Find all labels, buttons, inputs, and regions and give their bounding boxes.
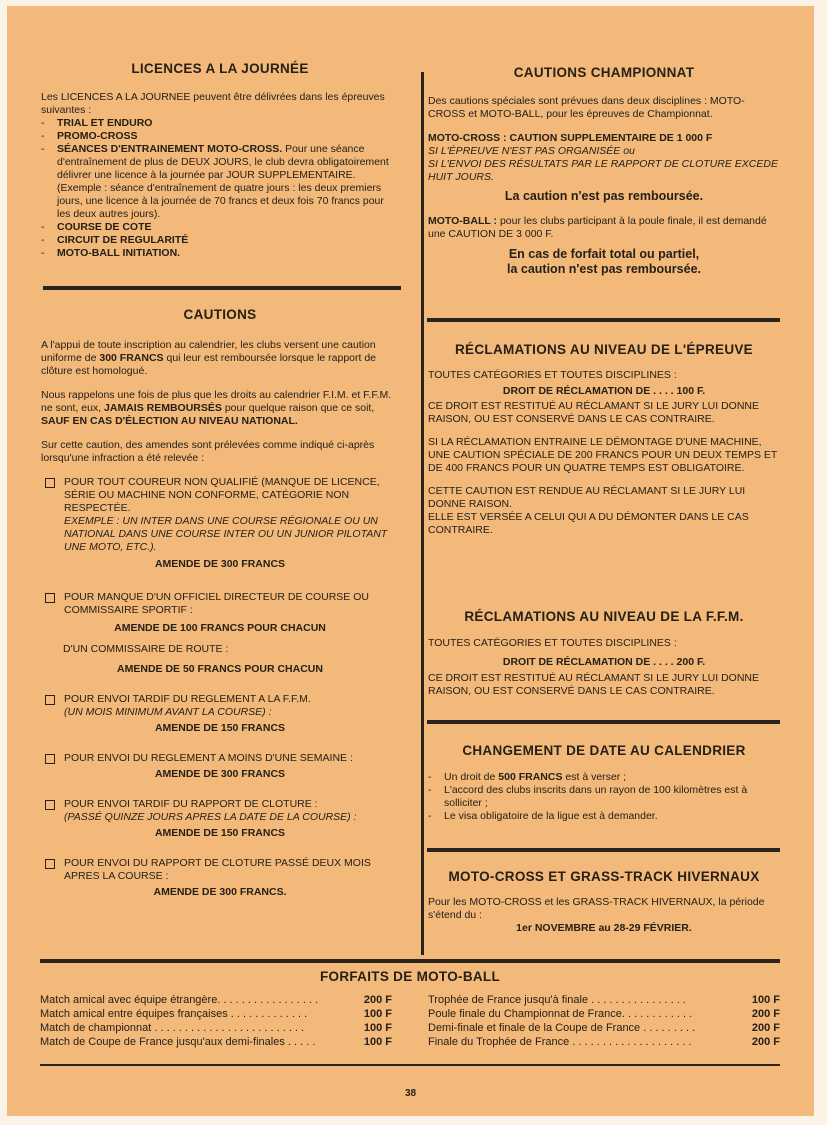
left-column: LICENCES A LA JOURNÉE Les LICENCES A LA JOURNEE peuvent être délivrées dans les épreuves suivantes : - TRIAL ET ENDURO - PROMO-CROSS - SÉANCES D'ENTRAINEMENT MOTO-CROSS. Pour une séance d'entraînement de plus de DEUX JOURS, le club devra obligatoirement délivrer une licence à la journée par JOUR SUPPLEMENTAIRE. (Exemple : séance d'entraînement de quatre jours : les deux premiers jours, une licence à la journée de 70 francs et deux fois 70 francs pour les deux autres jours). - COURSE DE COTE - CIRCUIT DE REGULARITÉ - MOTO-BALL INITIATION.	[41, 62, 399, 260]
column-divider	[421, 72, 424, 955]
cautions-p2c: pour quelque raison que ce soit,	[224, 402, 375, 414]
fine-item-reglement-ffm: POUR ENVOI TARDIF DU REGLEMENT A LA F.F.M.	[64, 693, 311, 705]
recl-epreuve-p3: SI LA RÉCLAMATION ENTRAINE LE DÉMONTAGE D'UNE MACHINE, UNE CAUTION SPÉCIALE DE 200 FRANCS POUR UN DEUX TEMPS ET DE 400 FRANCS POUR UN QUATRE TEMPS EST OBLIGATOIRE.	[428, 436, 778, 474]
fine-item-example: EXEMPLE : UN INTER DANS UNE COURSE RÉGIONALE OU UN NATIONAL DANS UNE COURSE INTER OU UN JUNIOR PILOTANT UNE MOTO, ETC.).	[64, 515, 388, 553]
recl-ffm-p2: CE DROIT EST RESTITUÉ AU RÉCLAMANT SI LE JURY LUI DONNE RAISON, OU EST CONSERVÉ DANS LE CAS CONTRAIRE.	[428, 672, 760, 697]
fine-item-route: D'UN COMMISSAIRE DE ROUTE :	[63, 643, 229, 655]
forfait-row	[428, 1007, 780, 1021]
licences-title: LICENCES A LA JOURNÉE	[131, 61, 309, 76]
forfait-value: 100 F	[363, 1008, 392, 1020]
fine-item-reglement-sub: (UN MOIS MINIMUM AVANT LA COURSE) :	[64, 706, 272, 718]
recl-epreuve-p5: ELLE EST VERSÉE A CELUI QUI A DU DÉMONTER DANS LE CAS CONTRAIRE.	[428, 511, 749, 536]
forfaits-section	[40, 970, 780, 1049]
right-column	[428, 66, 780, 277]
checkbox-icon	[45, 859, 55, 869]
forfait-row	[40, 1035, 392, 1049]
forfait-label: Demi-finale et finale de la Coupe de France . . . . . . . . .	[428, 1022, 696, 1034]
forfait-label: Match de championnat . . . . . . . . . . . . . . . . . . . . . . . . .	[40, 1022, 305, 1034]
licences-intro: Les LICENCES A LA JOURNEE peuvent être délivrées dans les épreuves suivantes :	[41, 91, 385, 116]
page-number: 38	[404, 1088, 417, 1099]
forfait-row	[428, 1021, 780, 1035]
hivernaux-title: MOTO-CROSS ET GRASS-TRACK HIVERNAUX	[448, 869, 760, 884]
forfait-value: 100 F	[751, 994, 780, 1006]
changement-section: CHANGEMENT DE DATE AU CALENDRIER - Un droit de 500 FRANCS est à verser ; - L'accord des clubs inscrits dans un rayon de 100 kilomètres est à solliciter ; - Le visa obligatoire de la ligue est à demander.	[428, 744, 780, 823]
recl-epreuve-title: RÉCLAMATIONS AU NIVEAU DE L'ÉPREUVE	[455, 342, 753, 357]
changement-title: CHANGEMENT DE DATE AU CALENDRIER	[462, 743, 746, 758]
championnat-p1: Des cautions spéciales sont prévues dans deux disciplines : MOTO-CROSS et MOTO-BALL, pour les épreuves de Championnat.	[428, 95, 745, 120]
fine-amount-100: AMENDE DE 100 FRANCS POUR CHACUN	[114, 622, 326, 634]
fine-item-semaine: POUR ENVOI DU REGLEMENT A MOINS D'UNE SEMAINE :	[64, 752, 353, 764]
licence-item-seances: SÉANCES D'ENTRAINEMENT MOTO-CROSS.	[57, 143, 283, 155]
forfait-label: Match de Coupe de France jusqu'aux demi-finales . . . . .	[40, 1036, 316, 1048]
checkbox-icon	[45, 478, 55, 488]
forfait-row	[40, 1021, 392, 1035]
recl-epreuve-droit: DROIT DE RÉCLAMATION DE . . . . 100 F.	[502, 385, 706, 397]
cautions-section	[41, 308, 399, 899]
cautions-p1a: A l'appui de toute inscription au calendrier, les clubs versent une caution uniforme de	[41, 339, 376, 364]
hivernaux-p1: Pour les MOTO-CROSS et les GRASS-TRACK HIVERNAUX, la période s'étend du :	[428, 896, 765, 921]
championnat-mx-c: SI L'ENVOI DES RÉSULTATS PAR LE RAPPORT DE CLOTURE EXCEDE HUIT JOURS.	[428, 158, 778, 183]
fine-item-rapport-sub: (PASSÉ QUINZE JOURS APRES LA DATE DE LA COURSE) :	[64, 811, 357, 823]
cautions-p3: Sur cette caution, des amendes sont prélevées comme indiqué ci-après lorsqu'une infraction a été relevée :	[41, 439, 375, 464]
forfait-row	[428, 993, 780, 1007]
cautions-p1c: qui leur est remboursée lorsque le rapport de clôture est homologué.	[41, 352, 377, 377]
changement-d1b: 500 FRANCS	[498, 771, 563, 783]
forfait-label: Finale du Trophée de France . . . . . . . . . . . . . . . . . . . .	[428, 1036, 692, 1048]
divider-changement	[427, 848, 780, 852]
forfait-value: 200 F	[363, 994, 392, 1006]
fine-item-officiel: POUR MANQUE D'UN OFFICIEL DIRECTEUR DE COURSE OU COMMISSAIRE SPORTIF :	[64, 591, 369, 616]
fine-amount-300c: AMENDE DE 300 FRANCS.	[153, 886, 287, 898]
championnat-mx-b: SI L'ÉPREUVE N'EST PAS ORGANISÉE ou	[428, 145, 635, 157]
checkbox-icon	[45, 593, 55, 603]
hivernaux-section	[428, 870, 780, 935]
forfait-value: 200 F	[751, 1022, 780, 1034]
fine-item-deux-mois: POUR ENVOI DU RAPPORT DE CLOTURE PASSÉ DEUX MOIS APRES LA COURSE :	[64, 857, 371, 882]
forfait-row	[428, 1035, 780, 1049]
cautions-p2d: SAUF EN CAS D'ÉLECTION AU NIVEAU NATIONAL.	[41, 415, 298, 427]
fine-amount-150a: AMENDE DE 150 FRANCS	[154, 722, 286, 734]
championnat-mx: MOTO-CROSS : CAUTION SUPPLEMENTAIRE DE 1 000 F	[428, 132, 713, 144]
forfaits-title: FORFAITS DE MOTO-BALL	[319, 969, 501, 984]
championnat-mx-d: La caution n'est pas remboursée.	[504, 189, 704, 203]
forfaits-right-list	[428, 993, 780, 1049]
fine-item-rapport: POUR ENVOI TARDIF DU RAPPORT DE CLOTURE :	[64, 798, 318, 810]
divider-licences	[43, 286, 401, 290]
fine-item-coureur: POUR TOUT COUREUR NON QUALIFIÉ (MANQUE DE LICENCE, SÉRIE OU MACHINE NON CONFORME, CATÉGORIE NON RESPECTÉE.	[64, 476, 380, 514]
recl-ffm-droit: DROIT DE RÉCLAMATION DE . . . . 200 F.	[502, 656, 706, 668]
licence-item-trial: TRIAL ET ENDURO	[57, 117, 153, 129]
forfait-label: Match amical entre équipes françaises . . . . . . . . . . . . .	[40, 1008, 308, 1020]
recl-ffm-title: RÉCLAMATIONS AU NIVEAU DE LA F.F.M.	[464, 609, 744, 624]
championnat-mb-b: pour les clubs participant à la poule finale, il est demandé une CAUTION DE 3 000 F.	[428, 215, 767, 240]
forfait-value: 100 F	[363, 1036, 392, 1048]
cautions-title: CAUTIONS	[183, 307, 257, 322]
forfait-row	[40, 993, 392, 1007]
forfait-label: Match amical avec équipe étrangère. . . . . . . . . . . . . . . . .	[40, 994, 319, 1006]
forfait-label: Trophée de France jusqu'à finale . . . . . . . . . . . . . . . .	[428, 994, 686, 1006]
changement-d1c: est à verser ;	[565, 771, 627, 783]
divider-championnat	[427, 318, 780, 322]
divider-ffm	[427, 720, 780, 724]
forfait-value: 200 F	[751, 1036, 780, 1048]
changement-d1a: Un droit de	[444, 771, 496, 783]
fine-amount-300b: AMENDE DE 300 FRANCS	[154, 768, 286, 780]
licence-item-motoball: MOTO-BALL INITIATION.	[57, 247, 181, 259]
recl-epreuve-p2: CE DROIT EST RESTITUÉ AU RÉCLAMANT SI LE JURY LUI DONNE RAISON, OU EST CONSERVÉ DANS LE CAS CONTRAIRE.	[428, 400, 760, 425]
championnat-mb-d: la caution n'est pas remboursée.	[506, 262, 701, 276]
changement-d3: Le visa obligatoire de la ligue est à demander.	[444, 810, 658, 822]
fine-amount-150b: AMENDE DE 150 FRANCS	[154, 827, 286, 839]
licence-item-promo: PROMO-CROSS	[57, 130, 138, 142]
fine-amount-50: AMENDE DE 50 FRANCS POUR CHACUN	[117, 663, 323, 675]
divider-forfaits-bottom	[40, 1064, 780, 1066]
checkbox-icon	[45, 695, 55, 705]
forfait-label: Poule finale du Championnat de France. . . . . . . . . . . .	[428, 1008, 693, 1020]
cautions-p2b: JAMAIS REMBOURSÉS	[104, 402, 222, 414]
forfait-row	[40, 1007, 392, 1021]
licence-item-circuit: CIRCUIT DE REGULARITÉ	[57, 234, 189, 246]
fine-amount-300: AMENDE DE 300 FRANCS	[154, 558, 286, 570]
hivernaux-p2: 1er NOVEMBRE au 28-29 FÉVRIER.	[516, 922, 692, 934]
licence-seances-text: Pour une séance d'entraînement de plus de DEUX JOURS, le club devra obligatoirement délivrer une licence à la journée par JOUR SUPPLEMENTAIRE. (Exemple : séance d'entraînement de quatre jours : les deux premiers jours, une licence à la journée de 70 francs et deux fois 70 francs pour les deux autres jours).	[57, 143, 389, 220]
forfaits-left-list	[40, 993, 392, 1049]
forfait-value: 200 F	[751, 1008, 780, 1020]
championnat-mb-c: En cas de forfait total ou partiel,	[508, 247, 700, 261]
championnat-title: CAUTIONS CHAMPIONNAT	[513, 65, 695, 80]
changement-d2: L'accord des clubs inscrits dans un rayon de 100 kilomètres est à solliciter ;	[444, 784, 748, 809]
page	[7, 6, 814, 1116]
divider-forfaits-top	[40, 959, 780, 963]
recl-ffm-p1: TOUTES CATÉGORIES ET TOUTES DISCIPLINES :	[428, 637, 677, 649]
cautions-p2a: Nous rappelons une fois de plus que les droits au calendrier F.I.M. et F.F.M. ne sont, eux,	[41, 389, 392, 414]
recl-ffm-section	[428, 610, 780, 698]
checkbox-icon	[45, 800, 55, 810]
licence-item-cote: COURSE DE COTE	[57, 221, 152, 233]
cautions-p1b: 300 FRANCS	[99, 352, 164, 364]
recl-epreuve-p1: TOUTES CATÉGORIES ET TOUTES DISCIPLINES :	[428, 369, 677, 381]
checkbox-icon	[45, 754, 55, 764]
forfait-value: 100 F	[363, 1022, 392, 1034]
recl-epreuve-p4: CETTE CAUTION EST RENDUE AU RÉCLAMANT SI LE JURY LUI DONNE RAISON.	[428, 485, 746, 510]
recl-epreuve-section	[428, 343, 780, 537]
championnat-mb-a: MOTO-BALL :	[428, 215, 498, 227]
